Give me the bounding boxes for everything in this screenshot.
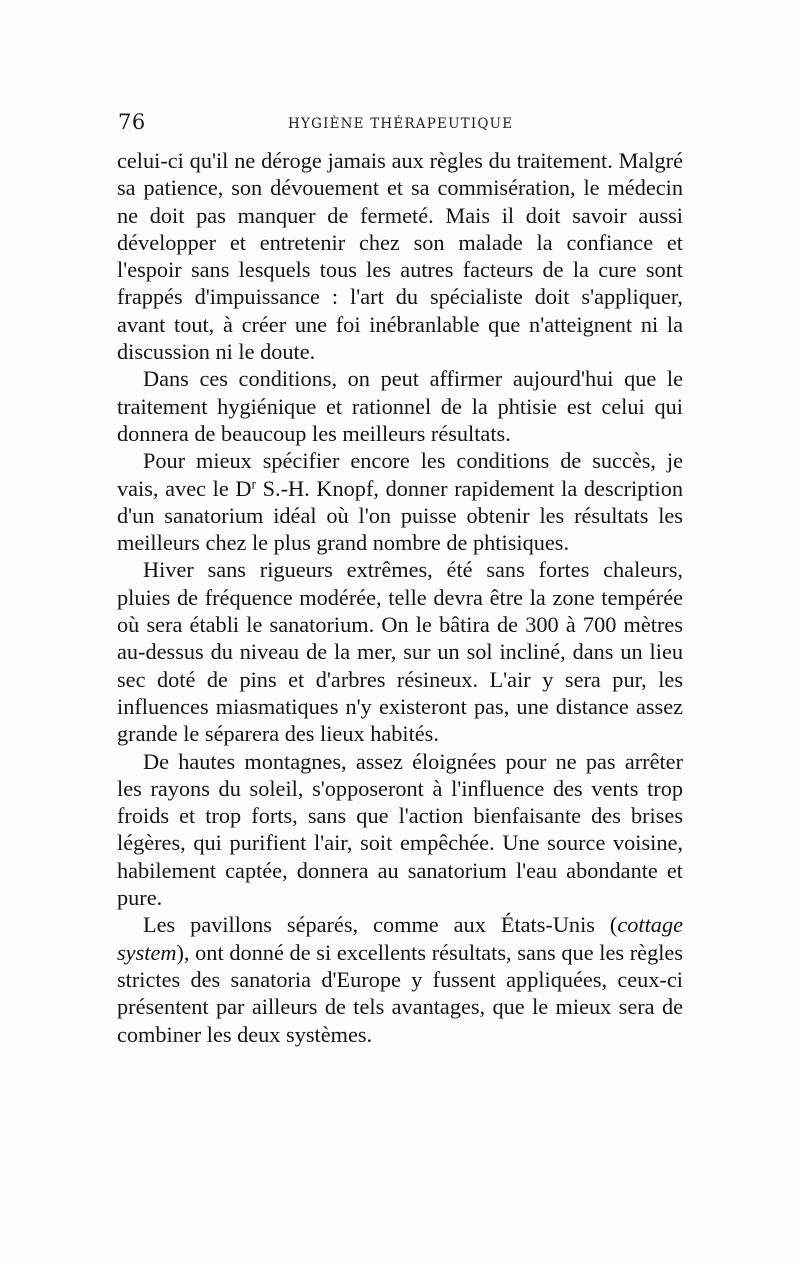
body-text — [117, 147, 683, 1048]
paragraph — [117, 911, 683, 1047]
paragraph-text: S.-H. Knopf, donner rapidement la description d'un sanatorium idéal où l'on puisse obtenir les résultats les meilleurs chez le plus grand nombre de phtisiques. — [117, 475, 683, 556]
paragraph-text: ), ont donné de si excellents résultats, sans que les règles strictes des sanatoria d'Europe y fussent appliquées, ceux-ci présentent par ailleurs de tels avantages, que le mieux sera de combiner les deux systèmes. — [117, 939, 683, 1047]
superscript: r — [251, 476, 256, 492]
paragraph: Dans ces conditions, on peut affirmer aujourd'hui que le traitement hygiénique et rationnel de la phtisie est celui qui donnera de beaucoup les meilleurs résultats. — [117, 366, 683, 446]
paragraph: Hiver sans rigueurs extrêmes, été sans fortes chaleurs, pluies de fréquence modérée, telle devra être la zone tempérée où sera établi le sanatorium. On le bâtira de 300 à 700 mètres au-dessus du niveau de la mer, sur un sol incliné, dans un lieu sec doté de pins et d'arbres résineux. L'air y sera pur, les influences miasmatiques n'y existeront pas, une distance assez grande le séparera des lieux habités. — [117, 557, 683, 747]
page-header — [116, 110, 682, 140]
paragraph: De hautes montagnes, assez éloignées pour ne pas arrêter les rayons du soleil, s'opposeront à l'influence des vents trop froids et trop forts, sans que l'action bienfaisante des brises légères, qui purifient l'air, soit empêchée. Une source voisine, habilement captée, donnera au sanatorium l'eau abondante et pure. — [117, 748, 683, 911]
paragraph — [117, 447, 683, 556]
italic-term: cottage system — [117, 912, 683, 965]
paragraph: celui-ci qu'il ne déroge jamais aux règles du traitement. Malgré sa patience, son dévouement et sa commisération, le médecin ne doit pas manquer de fermeté. Mais il doit savoir aussi développer et entretenir chez son malade la confiance et l'espoir sans lesquels tous les autres facteurs de la cure sont frappés d'impuissance : l'art du spécialiste doit s'appliquer, avant tout, à créer une foi inébranlable que n'atteignent ni la discussion ni le doute. — [117, 148, 683, 365]
running-title: HYGIÈNE THÉRAPEUTIQUE — [288, 116, 514, 132]
paragraph-text: Les pavillons séparés, comme aux États-Unis ( — [143, 912, 618, 938]
paragraph-text: Pour mieux spécifier encore les conditions de succès, je vais, avec le D — [117, 448, 683, 501]
page-number: 76 — [118, 110, 146, 134]
